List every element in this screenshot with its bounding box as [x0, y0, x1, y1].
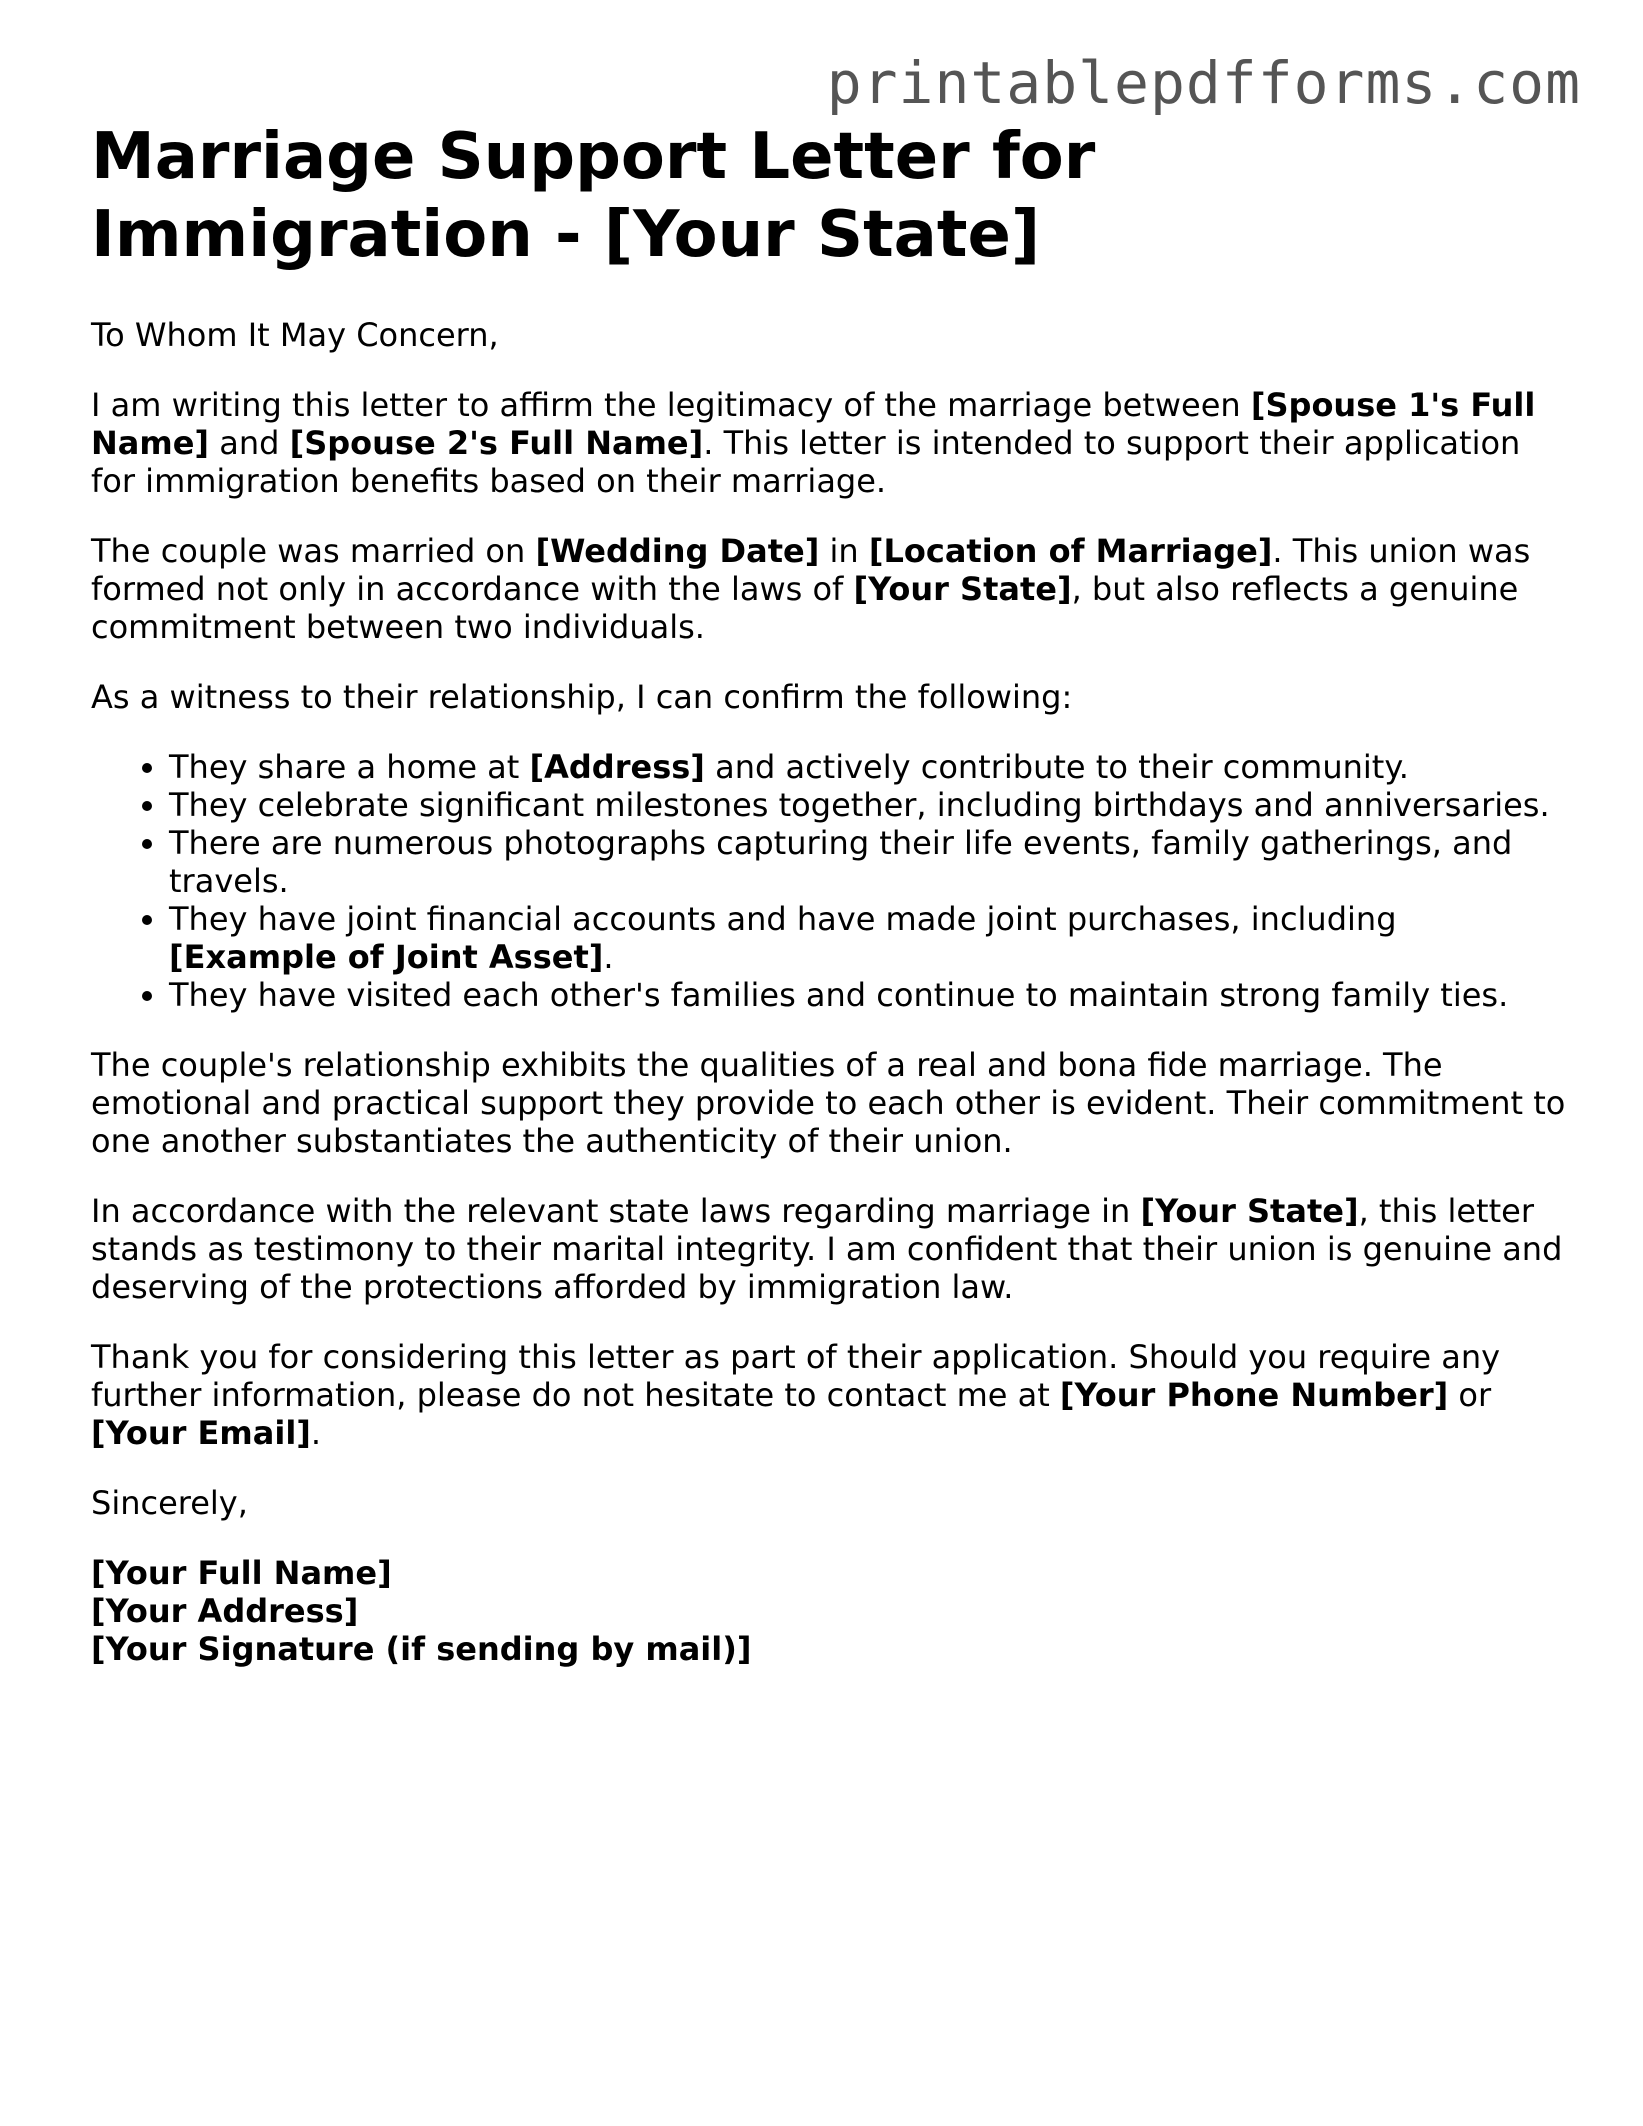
placeholder-state: [Your State] [853, 570, 1072, 608]
list-item [169, 748, 1571, 786]
placeholder-joint-asset: [Example of Joint Asset] [169, 938, 604, 976]
placeholder-location: [Location of Marriage] [868, 532, 1273, 570]
placeholder-email: [Your Email] [91, 1414, 311, 1452]
text-run: They have joint financial accounts and have made joint purchases, including [169, 900, 1397, 938]
paragraph-relationship: The couple's relationship exhibits the qualities of a real and bona fide marriage. The emotional and practical support they provide to each other is evident. Their commitment to one another substantiates the authenticity of their union. [91, 1046, 1566, 1160]
placeholder-state: [Your State] [1140, 1192, 1359, 1230]
paragraph-contact [91, 1338, 1571, 1452]
text-run: Thank you for considering this letter as part of their application. Should you require any further information, please do not hesitate to contact me at [91, 1338, 1501, 1414]
list-item [169, 900, 1571, 976]
text-run: . [603, 938, 614, 976]
closing: Sincerely, [91, 1484, 248, 1522]
signature-name: [Your Full Name] [91, 1554, 392, 1592]
signature-block [91, 1554, 1571, 1668]
watermark-logo: printablepdfforms.com [826, 49, 1581, 117]
paragraph-witness: As a witness to their relationship, I can confirm the following: [91, 678, 1073, 716]
signature-line: [Your Signature (if sending by mail)] [91, 1630, 752, 1668]
page-title: Marriage Support Letter for Immigration - [Your State] [91, 120, 1096, 272]
list-item: • They celebrate significant milestones together, including birthdays and anniversaries. [169, 786, 1571, 824]
text-run: The couple was married on [91, 532, 536, 570]
text-run: and actively contribute to their community. [704, 748, 1409, 786]
text-run: and [209, 424, 290, 462]
placeholder-wedding-date: [Wedding Date] [535, 532, 820, 570]
text-run: , but also reflects a genuine commitment between two individuals. [91, 570, 1519, 646]
text-run: . [310, 1414, 322, 1452]
text-run: . This union was formed not only in accordance with the laws of [91, 532, 1531, 608]
placeholder-phone: [Your Phone Number] [1059, 1376, 1449, 1414]
letter-body [91, 316, 1571, 1668]
letter-document [91, 118, 1571, 1668]
placeholder-spouse-1: [Spouse 1's Full Name] [91, 386, 1536, 462]
paragraph-state-laws [91, 1192, 1571, 1306]
text-run: I am writing this letter to affirm the legitimacy of the marriage between [91, 386, 1251, 424]
list-item: • They have visited each other's families and continue to maintain strong family ties. [169, 976, 1571, 1014]
placeholder-address: [Address] [529, 748, 705, 786]
paragraph-intro [91, 386, 1571, 500]
text-run: , this letter stands as testimony to their marital integrity. I am confident that their union is genuine and deserving of the protections afforded by immigration law. [91, 1192, 1563, 1306]
placeholder-spouse-2: [Spouse 2's Full Name] [289, 424, 704, 462]
greeting: To Whom It May Concern, [91, 316, 499, 354]
text-run: in [819, 532, 869, 570]
confirmation-list [91, 748, 1571, 1014]
text-run: In accordance with the relevant state laws regarding marriage in [91, 1192, 1141, 1230]
paragraph-marriage-details [91, 532, 1571, 646]
list-item: • There are numerous photographs capturing their life events, family gatherings, and travels. [169, 824, 1571, 900]
text-run: They share a home at [169, 748, 530, 786]
text-run: or [1448, 1376, 1492, 1414]
signature-address: [Your Address] [91, 1592, 359, 1630]
text-run: . This letter is intended to support their application for immigration benefits based on their marriage. [91, 424, 1521, 500]
